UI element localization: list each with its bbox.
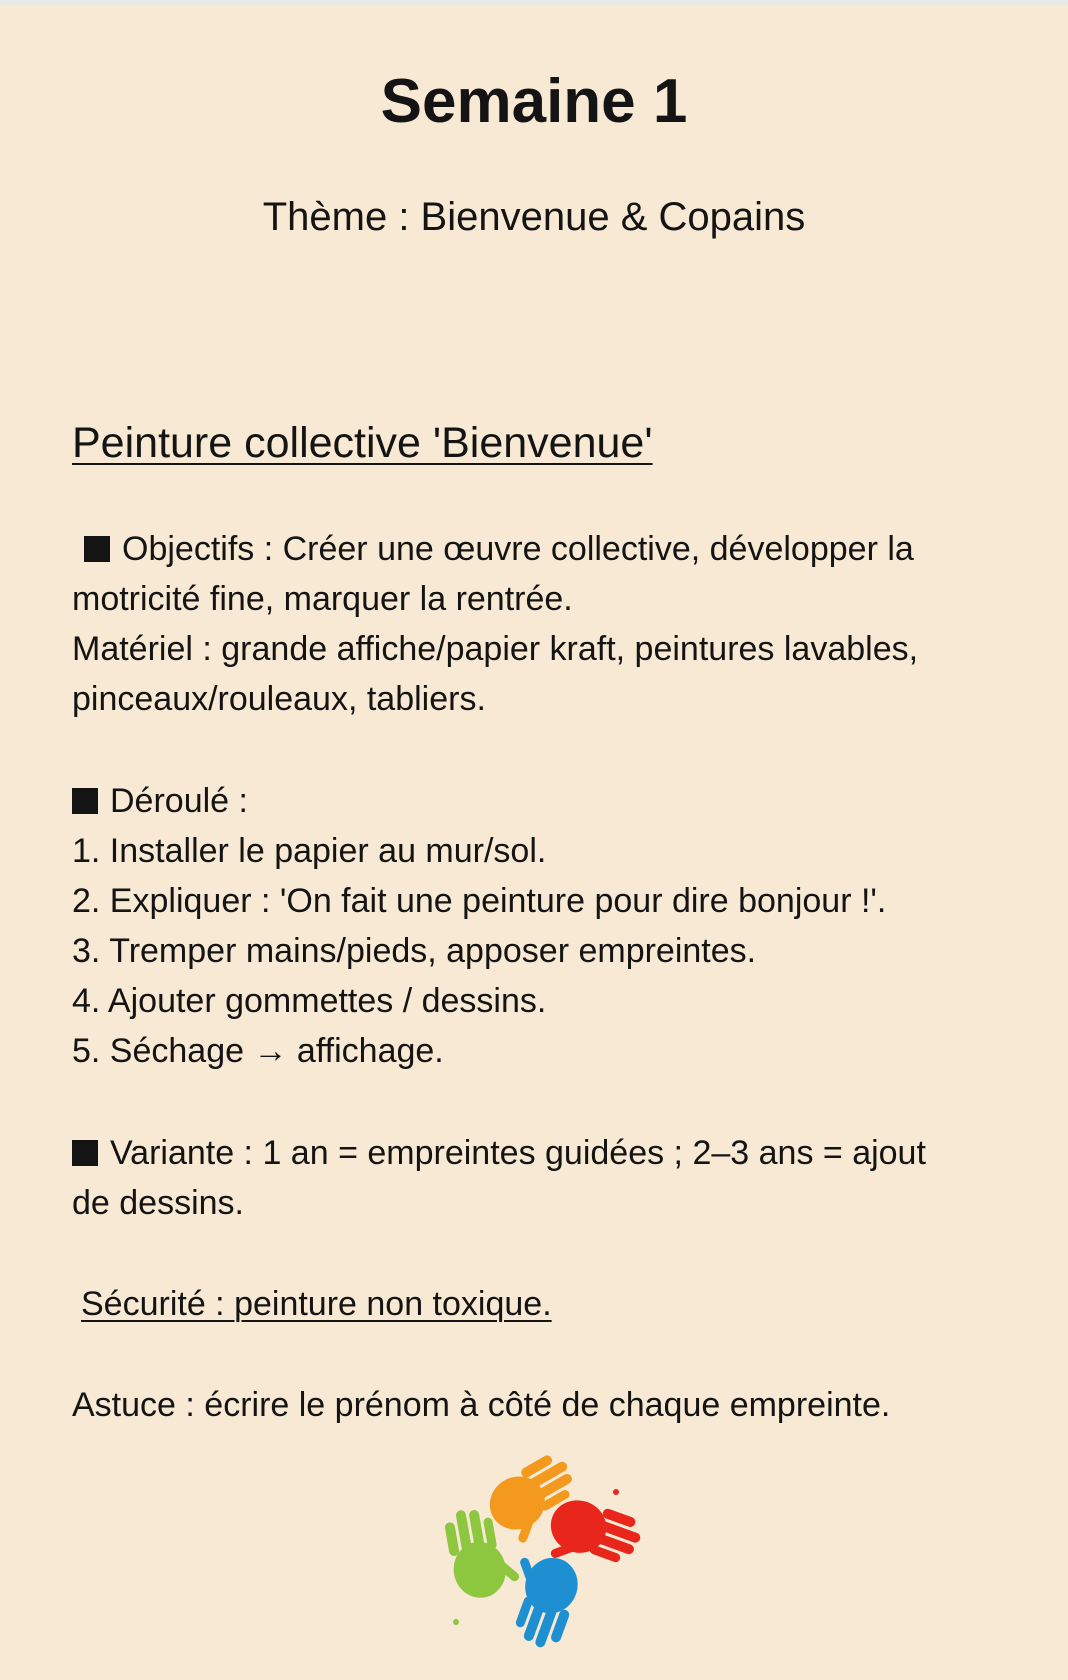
- objectives-text: Objectifs : Créer une œuvre collective, développer la: [122, 530, 914, 568]
- objectives-line-2: motricité fine, marquer la rentrée.: [72, 580, 573, 618]
- blue-hand-icon: [493, 1546, 586, 1650]
- step-item: 5. Séchage → affichage.: [72, 1032, 444, 1070]
- activity-heading: Peinture collective 'Bienvenue': [72, 419, 653, 467]
- variant-text: Variante : 1 an = empreintes guidées ; 2–3 ans = ajout: [110, 1134, 926, 1172]
- step-item: 1. Installer le papier au mur/sol.: [72, 832, 547, 870]
- square-bullet-icon: [72, 1140, 98, 1166]
- variant-line-1: [72, 1128, 926, 1178]
- objectives-line-1: [84, 524, 914, 574]
- square-bullet-icon: [84, 536, 110, 562]
- tip-note: Astuce : écrire le prénom à côté de chaque empreinte.: [72, 1386, 891, 1424]
- variant-line-2: de dessins.: [72, 1184, 244, 1222]
- theme-subtitle: Thème : Bienvenue & Copains: [262, 195, 806, 239]
- top-border: [0, 0, 1068, 6]
- square-bullet-icon: [72, 788, 98, 814]
- step-item: 3. Tremper mains/pieds, apposer empreintes.: [72, 932, 757, 970]
- step-item: 2. Expliquer : 'On fait une peinture pour dire bonjour !'.: [72, 882, 887, 920]
- deroule-text: Déroulé :: [110, 782, 248, 820]
- deroule-label: [72, 776, 248, 826]
- page-title: Semaine 1: [380, 67, 688, 136]
- material-line-2: pinceaux/rouleaux, tabliers.: [72, 680, 486, 718]
- material-line-1: Matériel : grande affiche/papier kraft, peintures lavables,: [72, 630, 919, 668]
- handprints-logo: [438, 1450, 648, 1650]
- safety-note: Sécurité : peinture non toxique.: [81, 1285, 552, 1323]
- step-item: 4. Ajouter gommettes / dessins.: [72, 982, 547, 1020]
